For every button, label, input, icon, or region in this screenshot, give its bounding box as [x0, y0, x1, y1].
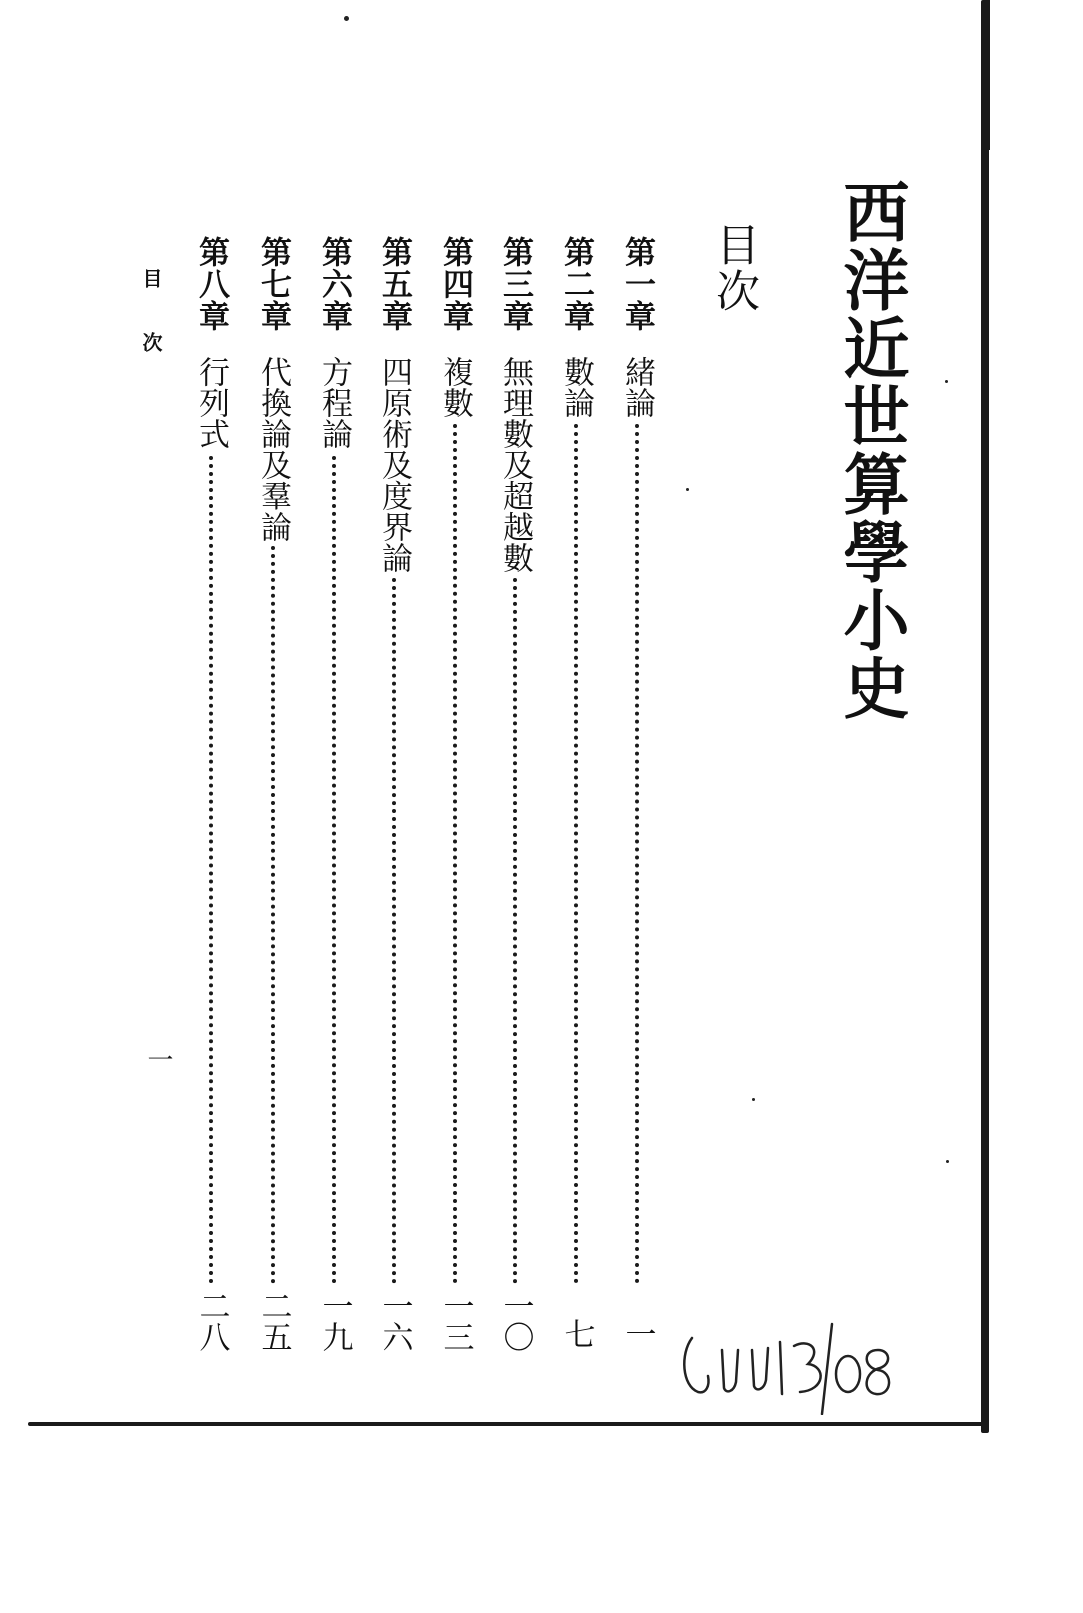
toc-dot-leader [209, 456, 213, 1284]
toc-heading: 目次 [708, 222, 759, 314]
toc-chapter-label: 第六章 [316, 236, 352, 332]
toc-page-number: 一〇 [497, 1290, 534, 1352]
toc-chapter-label: 第七章 [255, 236, 291, 332]
toc-chapter-title: 複數 [437, 356, 473, 418]
toc-dot-leader [332, 456, 336, 1284]
running-head: 目次 [139, 268, 163, 396]
toc-chapter-title: 方程論 [316, 356, 352, 449]
toc-chapter-label: 第四章 [437, 236, 473, 332]
paper-speck [344, 16, 349, 21]
toc-chapter-label: 第一章 [619, 236, 655, 332]
toc-chapter-title: 代換論及羣論 [255, 356, 291, 542]
toc-dot-leader [392, 578, 396, 1284]
page-edge-right [981, 0, 989, 1433]
toc-page-number: 二五 [255, 1290, 292, 1352]
toc-page-number: 一九 [316, 1290, 353, 1352]
toc-page-number: 一六 [376, 1290, 413, 1352]
toc-page-number: 二八 [193, 1290, 230, 1352]
page-edge-bottom [28, 1422, 988, 1426]
toc-page-number: 一 [619, 1318, 656, 1349]
toc-page-number: 七 [558, 1318, 595, 1349]
toc-dot-leader [635, 424, 639, 1284]
toc-dot-leader [453, 424, 457, 1284]
toc-chapter-title: 四原術及度界論 [376, 356, 412, 573]
toc-page-number: 一三 [437, 1290, 474, 1352]
folio-page-number: 一 [143, 1046, 173, 1072]
toc-dot-leader [513, 578, 517, 1284]
toc-chapter-title: 緒論 [619, 356, 655, 418]
toc-chapter-label: 第二章 [558, 236, 594, 332]
paper-speck [945, 380, 948, 383]
toc-dot-leader [271, 546, 275, 1284]
paper-speck [946, 1160, 949, 1163]
toc-chapter-title: 行列式 [193, 356, 229, 449]
paper-speck [686, 488, 689, 491]
paper-speck [752, 1098, 755, 1101]
toc-chapter-title: 數論 [558, 356, 594, 418]
toc-chapter-title: 無理數及超越數 [497, 356, 533, 573]
book-title: 西洋近世算學小史 [832, 178, 910, 722]
toc-chapter-label: 第五章 [376, 236, 412, 332]
toc-chapter-label: 第八章 [193, 236, 229, 332]
handwritten-shelf-mark [676, 1320, 901, 1415]
toc-chapter-label: 第三章 [497, 236, 533, 332]
toc-dot-leader [574, 424, 578, 1284]
